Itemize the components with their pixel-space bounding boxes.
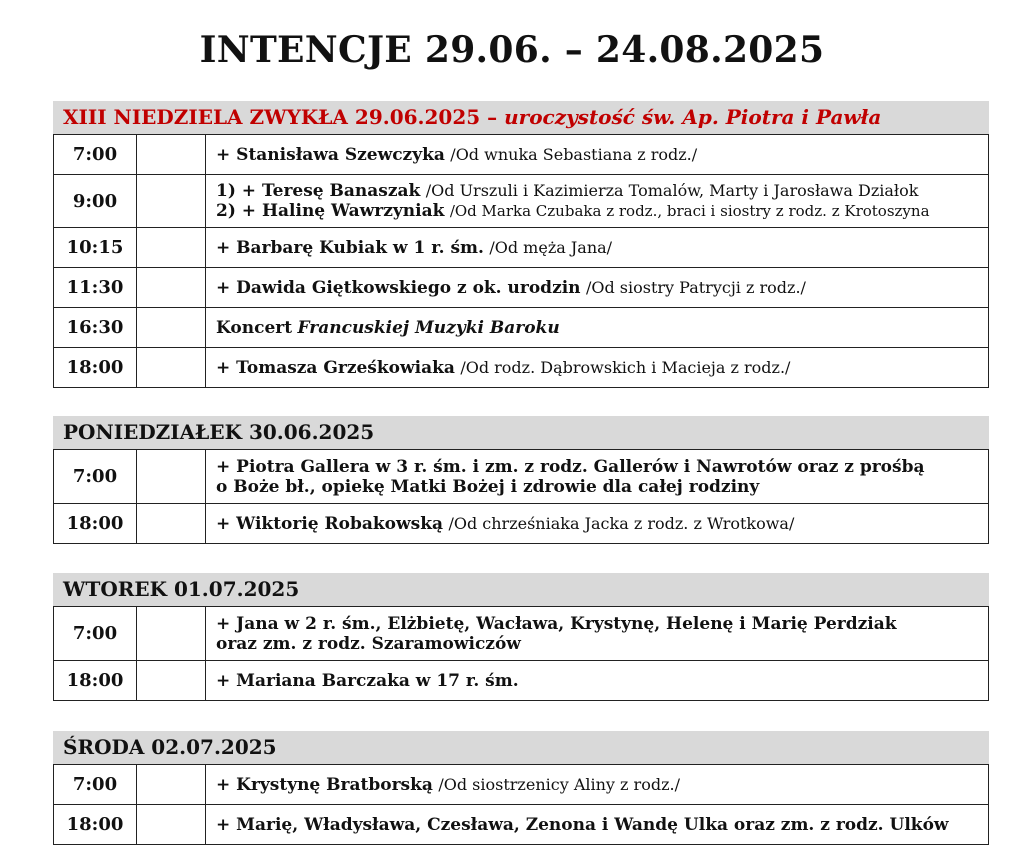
blank-cell [137,135,206,175]
intention-name: Koncert [216,317,293,338]
table-row [54,348,989,388]
mass-time: 18:00 [54,661,137,701]
intention-name: 1) + Teresę Banaszak [216,181,421,201]
blank-cell [137,661,206,701]
intention-name: + Piotra Gallera w 3 r. śm. i zm. z rodz. Gallerów i Nawrotów oraz z prośbą [216,456,925,477]
table-row [54,450,989,504]
mass-time: 7:00 [54,450,137,504]
table-row [54,607,989,661]
mass-time: 7:00 [54,765,137,805]
table-row [54,175,989,228]
mass-time: 18:00 [54,348,137,388]
blank-cell [137,308,206,348]
day-header [53,416,989,449]
mass-time: 18:00 [54,805,137,845]
mass-time: 7:00 [54,135,137,175]
blank-cell [137,348,206,388]
blank-cell [137,450,206,504]
intention-from: /Od Marka Czubaka z rodz., braci i siostry z rodz. z Krotoszyna [449,202,930,220]
day-header-title: ŚRODA 02.07.2025 [63,735,277,759]
mass-time: 9:00 [54,175,137,228]
blank-cell [137,228,206,268]
intention-name: + Mariana Barczaka w 17 r. śm. [216,670,519,691]
day-header-feast: uroczystość św. Ap. Piotra i Pawła [504,105,882,129]
intention-name: + Wiktorię Robakowską [216,513,444,534]
mass-time: 18:00 [54,504,137,544]
intention-name: o Boże bł., opiekę Matki Bożej i zdrowie dla całej rodziny [216,476,760,497]
day-header-title: WTOREK 01.07.2025 [63,577,300,601]
intention-name: 2) + Halinę Wawrzyniak [216,201,445,221]
intention [206,348,989,388]
day-header [53,731,989,764]
table-row [54,504,989,544]
blank-cell [137,607,206,661]
intention [206,135,989,175]
blank-cell [137,765,206,805]
intention-from: /Od siostry Patrycji z rodz./ [585,277,806,297]
table-row [54,268,989,308]
intention-name: oraz zm. z rodz. Szaramowiczów [216,633,521,654]
intention [206,607,989,661]
intention [206,805,989,845]
intention-name: + Tomasza Grześkowiaka [216,357,455,378]
table-row [54,765,989,805]
day-header-title: XIII NIEDZIELA ZWYKŁA 29.06.2025 [63,105,481,129]
table-row [54,805,989,845]
day-header: XIII NIEDZIELA ZWYKŁA 29.06.2025 – uroczystość św. Ap. Piotra i Pawła [53,101,989,134]
intention [206,175,989,228]
mass-time: 7:00 [54,607,137,661]
table-row [54,135,989,175]
mass-time: 11:30 [54,268,137,308]
table-row [54,308,989,348]
intention [206,228,989,268]
table-row [54,661,989,701]
mass-table [53,606,989,701]
intention-name: + Marię, Władysława, Czesława, Zenona i Wandę Ulka oraz zm. z rodz. Ulków [216,814,949,835]
blank-cell [137,175,206,228]
day-section-wednesday [53,731,989,845]
day-header-title: PONIEDZIAŁEK 30.06.2025 [63,420,375,444]
day-section-sunday [53,101,989,388]
mass-time: 16:30 [54,308,137,348]
mass-table [53,134,989,388]
intention [206,450,989,504]
blank-cell [137,268,206,308]
intention-name: + Stanisława Szewczyka [216,144,445,165]
intention-from: /Od Urszuli i Kazimierza Tomalów, Marty i Jarosława Działok [425,181,919,200]
intention [206,268,989,308]
mass-table [53,449,989,544]
table-row [54,228,989,268]
intention-from: /Od męża Jana/ [489,237,613,257]
intention-from: /Od siostrzenicy Aliny z rodz./ [438,774,680,794]
intention-from: /Od chrześniaka Jacka z rodz. z Wrotkowa/ [448,513,795,533]
intention-from: /Od wnuka Sebastiana z rodz./ [450,144,698,164]
intention [206,308,989,348]
mass-time: 10:15 [54,228,137,268]
day-section-tuesday [53,573,989,701]
day-header [53,573,989,606]
intention-name: + Jana w 2 r. śm., Elżbietę, Wacława, Krystynę, Helenę i Marię Perdziak [216,613,897,634]
mass-table [53,764,989,845]
intention [206,765,989,805]
intention [206,504,989,544]
intention-name: + Barbarę Kubiak w 1 r. śm. [216,237,484,258]
day-section-monday [53,416,989,544]
intention-name-italic: Francuskiej Muzyki Baroku [297,317,560,338]
intention-name: + Dawida Giętkowskiego z ok. urodzin [216,277,581,298]
page-title: INTENCJE 29.06. – 24.08.2025 [199,29,825,71]
intention [206,661,989,701]
blank-cell [137,504,206,544]
blank-cell [137,805,206,845]
intention-from: /Od rodz. Dąbrowskich i Macieja z rodz./ [460,357,791,377]
intention-name: + Krystynę Bratborską [216,774,433,795]
